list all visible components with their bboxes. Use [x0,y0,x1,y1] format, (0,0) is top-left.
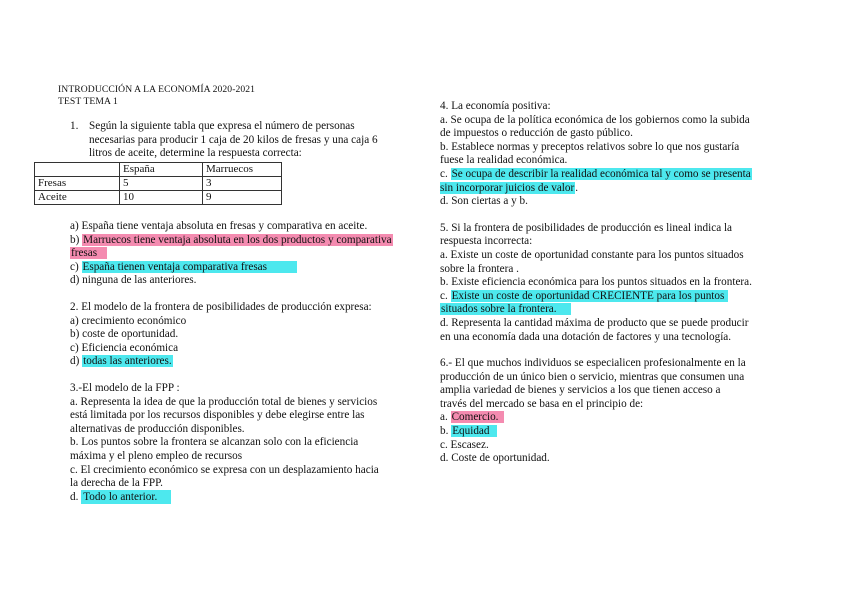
table-cell: 5 [120,177,203,191]
q5-option-d-line: en una economía dada una dotación de factores y una tecnología. [440,330,732,343]
q1-option-c [70,261,393,275]
q3-option-d [70,491,393,505]
table-header-cell: Marruecos [203,163,282,177]
question-5-title-line: respuesta incorrecta: [440,235,533,248]
document-title: INTRODUCCIÓN A LA ECONOMÍA 2020-2021 [58,84,256,95]
q5-option-c [440,290,752,304]
q4-option-c-cont [440,182,752,196]
question-3-title: 3.-El modelo de la FPP : [70,381,180,394]
q5-option-d-line: d. Representa la cantidad máxima de producto que se puede producir [440,316,749,329]
table-cell: 10 [120,191,203,205]
q6-option-a [440,411,752,425]
question-1-line: Según la siguiente tabla que expresa el número de personas [89,120,355,132]
q5-option-a-line: sobre la frontera . [440,262,519,275]
q4-option-c [440,168,752,182]
q5-option-b: b. Existe eficiencia económica para los puntos situados en la frontera. [440,276,752,289]
cyan-highlight: situados sobre la frontera. [440,303,571,315]
question-1-text [89,120,378,161]
table-cell: Fresas [35,177,120,191]
q3-option-c-line: c. El crecimiento económico se expresa con un desplazamiento hacia [70,463,379,476]
q6-option-c: c. Escasez. [440,438,489,451]
q3-option-a-line: a. Representa la idea de que la producción total de bienes y servicios [70,395,378,408]
question-1-line: litros de aceite, determine la respuesta correcta: [89,147,302,160]
cyan-highlight: España tienen ventaja comparativa fresas [82,261,298,273]
cyan-highlight: Todo lo anterior. [81,490,171,504]
pink-highlight: fresas [70,247,107,259]
q3-option-c-line: la derecha de la FPP. [70,477,163,490]
option-prefix: c) [70,260,82,273]
q2-option-b: b) coste de oportunidad. [70,328,179,341]
option-prefix: d. [70,490,82,503]
production-table [34,162,282,205]
question-6-title-line: 6.- El que muchos individuos se especialicen profesionalmente en la [440,357,746,370]
q4-option-b-line: b. Establece normas y preceptos relativos sobre lo que nos gustaría [440,140,740,153]
table-cell: Aceite [35,191,120,205]
option-prefix: c. [440,167,451,180]
table-header-cell [35,163,120,177]
question-6-title-line: producción de un único bien o servicio, mientras que consumen una [440,370,745,383]
punctuation: . [575,181,579,194]
document-subtitle: TEST TEMA 1 [58,96,118,107]
question-2-title: 2. El modelo de la frontera de posibilidades de producción expresa: [70,300,372,313]
q1-option-b-cont [70,247,393,261]
pink-highlight: Comercio. [451,411,505,423]
q6-option-b [440,425,752,439]
q3-option-a-line: está limitada por los recursos disponibles y debe elegirse entre las [70,409,365,422]
table-row [35,191,282,205]
q6-option-d: d. Coste de oportunidad. [440,452,550,465]
cyan-highlight: sin incorporar juicios de valor [440,181,575,194]
q3-option-a-line: alternativas de producción disponibles. [70,422,245,435]
q4-option-d: d. Son ciertas a y b. [440,195,528,208]
option-prefix: c. [440,289,451,302]
question-6-title-line: través del mercado se basa en el principio de: [440,397,644,410]
cyan-highlight: Se ocupa de describir la realidad económica tal y como se presenta [451,167,751,180]
table-header-cell: España [120,163,203,177]
q2-option-c: c) Eficiencia económica [70,341,179,354]
q5-option-c-cont [440,303,752,317]
q2-option-d [70,355,393,369]
question-6-title-line: amplia variedad de bienes y servicios a los que tienen acceso a [440,384,721,397]
q2-option-a: a) crecimiento económico [70,314,187,327]
pink-highlight: Marruecos tiene ventaja absoluta en los dos productos y comparativa [83,233,392,246]
question-4-title: 4. La economía positiva: [440,100,551,112]
q1-option-b [70,234,393,248]
cyan-highlight: todas las anteriores. [83,355,172,368]
q4-option-a-line: a. Se ocupa de la política económica de los gobiernos como la subida [440,113,750,126]
cyan-highlight: Existe un coste de oportunidad CRECIENTE para los puntos [451,290,729,302]
cyan-highlight: Equidad [451,425,497,437]
table-row [35,177,282,191]
left-column [70,220,393,504]
table-cell: 3 [203,177,282,191]
q4-option-b-line: fuese la realidad económica. [440,154,568,167]
q3-option-b-line: b. Los puntos sobre la frontera se alcanzan solo con la eficiencia [70,436,359,449]
q5-option-a-line: a. Existe un coste de oportunidad constante para los puntos situados [440,248,744,261]
q1-option-a: a) España tiene ventaja absoluta en fresas y comparativa en aceite. [70,220,368,232]
option-prefix: b) [70,233,83,246]
q1-option-d: d) ninguna de las anteriores. [70,274,197,287]
question-5-title-line: 5. Si la frontera de posibilidades de producción es lineal indica la [440,221,733,234]
option-prefix: a. [440,411,451,424]
table-header-row [35,163,282,177]
option-prefix: d) [70,355,83,368]
q3-option-b-line: máxima y el pleno empleo de recursos [70,449,243,462]
question-1-number: 1. [70,120,79,132]
q4-option-a-line: de impuestos o reducción de gasto público. [440,127,633,140]
question-1-line: necesarias para producir 1 caja de 20 kilos de fresas y una caja 6 [89,133,378,146]
table-cell: 9 [203,191,282,205]
right-column [440,100,752,466]
option-prefix: b. [440,425,452,438]
